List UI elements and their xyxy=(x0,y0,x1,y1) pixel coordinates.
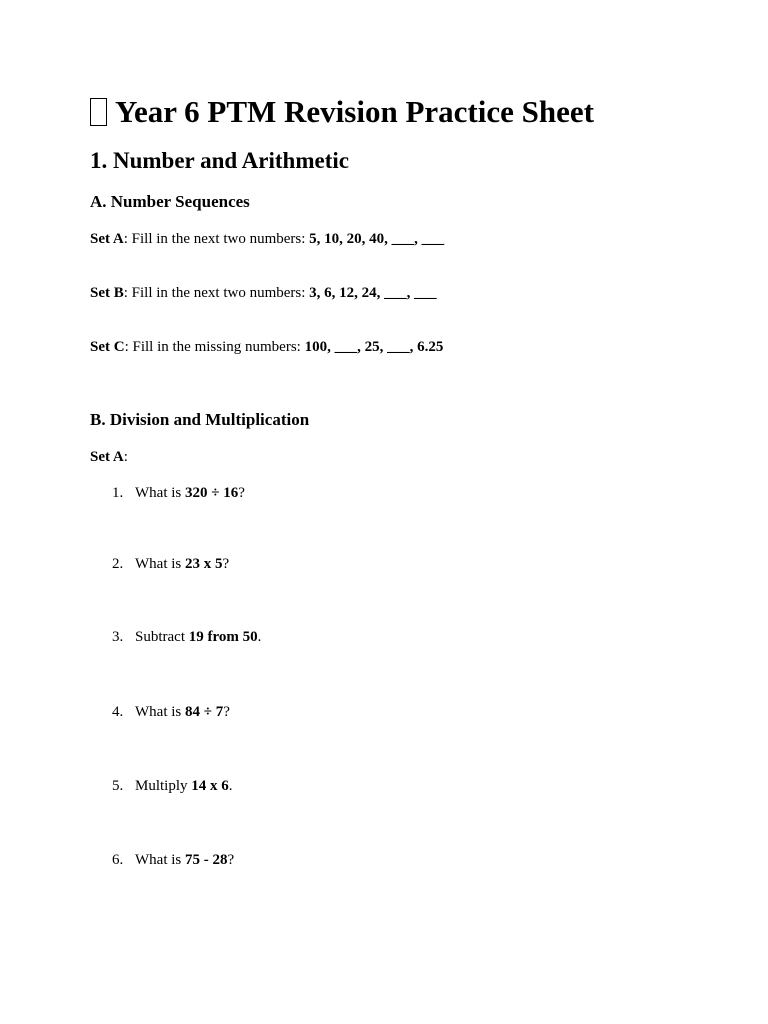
question-suffix: . xyxy=(228,778,233,794)
sequence-values: 5, 10, 20, 40, ___, ___ xyxy=(309,231,445,247)
question-number: 3. xyxy=(112,629,124,645)
sequence-set-b xyxy=(90,283,437,303)
page-title-text: Year 6 PTM Revision Practice Sheet xyxy=(115,94,594,129)
question-expression: 320 ÷ 16 xyxy=(185,485,239,501)
sequence-set-a xyxy=(90,229,444,249)
question-suffix: ? xyxy=(238,485,245,501)
question-number: 1. xyxy=(112,485,124,501)
page-title xyxy=(90,92,594,132)
question-suffix: . xyxy=(257,629,262,645)
set-instruction: : Fill in the missing numbers: xyxy=(124,339,305,355)
question-item xyxy=(112,627,261,647)
question-prefix: Multiply xyxy=(135,778,192,794)
question-number: 5. xyxy=(112,778,124,794)
question-prefix: What is xyxy=(135,556,185,572)
set-label: Set A xyxy=(90,231,124,247)
question-item xyxy=(112,483,245,503)
question-suffix: ? xyxy=(222,556,230,572)
sequence-set-c xyxy=(90,337,443,357)
question-prefix: What is xyxy=(135,704,185,720)
question-expression: 19 from 50 xyxy=(188,629,258,645)
set-label: Set B xyxy=(90,285,124,301)
question-number: 2. xyxy=(112,556,124,572)
set-label-colon: : xyxy=(123,449,128,465)
question-suffix: ? xyxy=(227,852,235,868)
question-expression: 75 - 28 xyxy=(185,852,228,868)
question-item xyxy=(112,776,233,796)
question-prefix: What is xyxy=(135,852,185,868)
question-prefix: Subtract xyxy=(135,629,189,645)
set-a-label xyxy=(90,447,128,467)
subsection-heading-number-sequences: A. Number Sequences xyxy=(90,192,250,211)
question-expression: 84 ÷ 7 xyxy=(185,704,224,720)
question-suffix: ? xyxy=(223,704,230,720)
question-item xyxy=(112,554,229,574)
set-label: Set A xyxy=(90,449,124,465)
question-item xyxy=(112,850,234,870)
sequence-values: 3, 6, 12, 24, ___, ___ xyxy=(309,285,437,301)
question-item xyxy=(112,702,230,722)
sequence-values: 100, ___, 25, ___, 6.25 xyxy=(304,339,444,355)
set-label: Set C xyxy=(90,339,125,355)
question-number: 4. xyxy=(112,704,124,720)
question-expression: 14 x 6 xyxy=(191,778,229,794)
question-expression: 23 x 5 xyxy=(185,556,223,572)
set-instruction: : Fill in the next two numbers: xyxy=(123,285,310,301)
set-instruction: : Fill in the next two numbers: xyxy=(123,231,310,247)
subsection-heading-division-multiplication: B. Division and Multiplication xyxy=(90,410,310,429)
question-prefix: What is xyxy=(135,485,185,501)
question-number: 6. xyxy=(112,852,124,868)
missing-glyph-icon xyxy=(90,98,107,126)
section-heading-number-arithmetic: 1. Number and Arithmetic xyxy=(90,148,349,173)
